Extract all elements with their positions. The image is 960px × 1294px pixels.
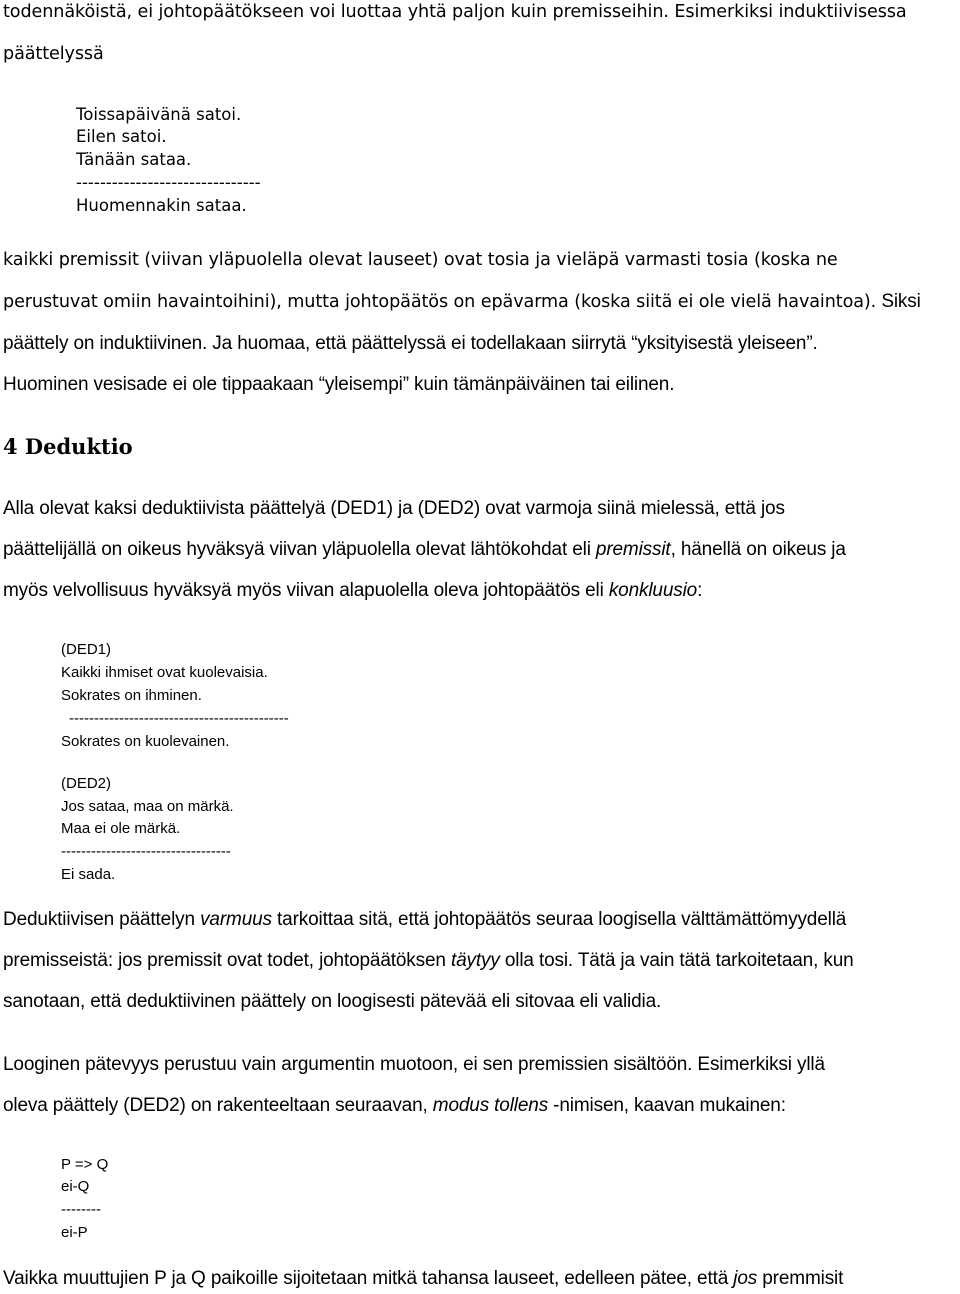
paragraph-line: sanotaan, että deduktiivinen päättely on loogisesti pätevää eli sitovaa eli validia.: [3, 991, 662, 1012]
paragraph-line: todennäköistä, ei johtopäätökseen voi luottaa yhtä paljon kuin premisseihin. Esimerkiksi induktiivisessa: [3, 2, 907, 22]
premise: Eilen satoi.: [76, 127, 167, 146]
paragraph-line: [3, 1095, 786, 1117]
paragraph-text: päättelijällä on oikeus hyväksyä viivan yläpuolella olevat lähtökohdat eli: [3, 539, 596, 560]
emphasized-term: modus tollens: [432, 1095, 549, 1116]
paragraph-line: kaikki premissit (viivan yläpuolella olevat lauseet) ovat tosia ja vieläpä varmasti tosia (koska ne: [3, 250, 838, 270]
paragraph-line: [3, 1268, 843, 1290]
paragraph-line: Alla olevat kaksi deduktiivista päättelyä (DED1) ja (DED2) ovat varmoja siinä mielessä, että jos: [3, 498, 785, 519]
paragraph-text: Siksi: [876, 291, 921, 312]
conclusion: ei-P: [61, 1224, 88, 1241]
premise: Sokrates on ihminen.: [61, 687, 202, 704]
divider-line: -------------------------------: [76, 173, 261, 192]
paragraph-text: myös velvollisuus hyväksyä myös viivan alapuolella oleva johtopäätös eli: [3, 580, 609, 601]
paragraph-text: premisseistä: jos premissit ovat todet, johtopäätöksen: [3, 950, 451, 971]
paragraph-line: päättely on induktiivinen. Ja huomaa, että päättelyssä ei todellakaan siirrytä “yksityisestä yleiseen”.: [3, 333, 818, 354]
conclusion: Sokrates on kuolevainen.: [61, 733, 230, 750]
divider-line: --------: [61, 1201, 101, 1218]
paragraph-text: -nimisen, kaavan mukainen:: [548, 1095, 786, 1116]
paragraph-line: Looginen pätevyys perustuu vain argumentin muotoon, ei sen premissien sisältöön. Esimerkiksi yllä: [3, 1054, 825, 1075]
premise: P => Q: [61, 1156, 109, 1173]
divider-line: --------------------------------------------: [69, 710, 289, 727]
paragraph-text: , hänellä on oikeus ja: [670, 539, 846, 560]
paragraph-text: :: [697, 580, 703, 601]
paragraph-line: [3, 950, 854, 972]
paragraph-line: [3, 909, 846, 931]
divider-line: ----------------------------------: [61, 843, 231, 860]
paragraph-line: [3, 580, 702, 602]
conclusion: Ei sada.: [61, 866, 116, 883]
premise: ei-Q: [61, 1178, 90, 1195]
example-label: (DED2): [61, 775, 112, 792]
premise: Maa ei ole märkä.: [61, 820, 181, 837]
premise: Kaikki ihmiset ovat kuolevaisia.: [61, 664, 268, 681]
paragraph-text: oleva päättely (DED2) on rakenteeltaan seuraavan,: [3, 1095, 433, 1116]
paragraph-text: perustuvat omiin havaintoihini), mutta johtopäätös on epävarma (koska siitä ei ole vielä havaintoa).: [3, 292, 877, 312]
paragraph-line: Huominen vesisade ei ole tippaakaan “yleisempi” kuin tämänpäiväinen tai eilinen.: [3, 374, 675, 395]
paragraph-text: olla tosi. Tätä ja vain tätä tarkoitetaan, kun: [499, 950, 854, 971]
paragraph-text: Deduktiivisen päättelyn: [3, 909, 201, 930]
emphasized-term: premissit: [595, 539, 671, 560]
paragraph-text: premmisit: [757, 1268, 844, 1289]
premise: Toissapäivänä satoi.: [76, 105, 242, 124]
paragraph-line: [3, 539, 846, 561]
emphasized-term: varmuus: [200, 909, 272, 930]
paragraph-line: päättelyssä: [3, 44, 104, 64]
example-label: (DED1): [61, 641, 112, 658]
paragraph-text: tarkoittaa sitä, että johtopäätös seuraa loogisella välttämättömyydellä: [271, 909, 847, 930]
emphasized-term: konkluusio: [608, 580, 698, 601]
emphasized-term: jos: [733, 1268, 758, 1289]
premise: Tänään sataa.: [76, 150, 192, 169]
emphasized-term: täytyy: [450, 950, 500, 971]
premise: Jos sataa, maa on märkä.: [61, 798, 234, 815]
section-heading: 4 Deduktio: [3, 434, 133, 459]
paragraph-text: Vaikka muuttujien P ja Q paikoille sijoitetaan mitkä tahansa lauseet, edelleen pätee, että: [3, 1268, 734, 1289]
conclusion: Huomennakin sataa.: [76, 196, 247, 215]
paragraph-line: [3, 291, 921, 313]
